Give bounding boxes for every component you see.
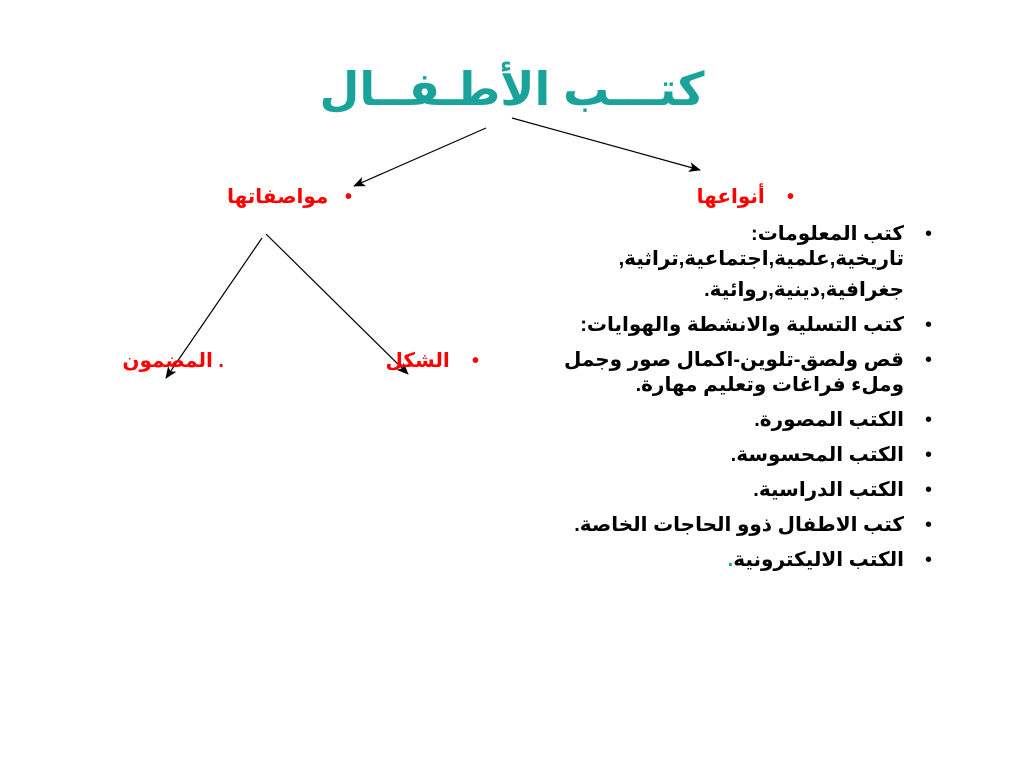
form-label-text: الشكل <box>385 350 450 372</box>
list-item-continuation: جغرافية,دينية,روائية. <box>704 279 904 301</box>
list-item: • كتب المعلومات: تاريخية,علمية,اجتماعية,تراثية, <box>512 222 932 272</box>
content-label: . المضمون <box>122 350 224 372</box>
specs-heading-text: مواصفاتها <box>227 186 329 208</box>
types-heading-bullet: • <box>786 186 794 208</box>
list-item: • الكتب المحسوسة. <box>512 443 932 468</box>
list-item: • كتب التسلية والانشطة والهوايات: <box>512 313 932 338</box>
arrow-to-specs <box>354 128 486 186</box>
list-item: • الكتب الدراسية. <box>512 478 932 503</box>
list-item: • الكتب الاليكترونية. <box>512 548 932 573</box>
types-list <box>512 222 932 583</box>
list-item: • كتب الاطفال ذوو الحاجات الخاصة. <box>512 513 932 538</box>
types-heading-text: أنواعها <box>696 186 765 208</box>
form-label <box>386 348 479 373</box>
list-item: • الكتب المصورة. <box>512 408 932 433</box>
types-heading <box>697 184 794 209</box>
list-item-suffix: . <box>727 549 734 571</box>
slide-title: كتـــب الأطـفــال <box>319 63 705 115</box>
list-item: • قص ولصق-تلوين-اكمال صور وجمل وملء فراغات وتعليم مهارة. <box>512 348 932 398</box>
arrow-to-types <box>512 118 700 170</box>
specs-heading-bullet: • <box>344 186 352 208</box>
specs-heading <box>227 184 352 209</box>
form-label-bullet: • <box>471 350 479 372</box>
